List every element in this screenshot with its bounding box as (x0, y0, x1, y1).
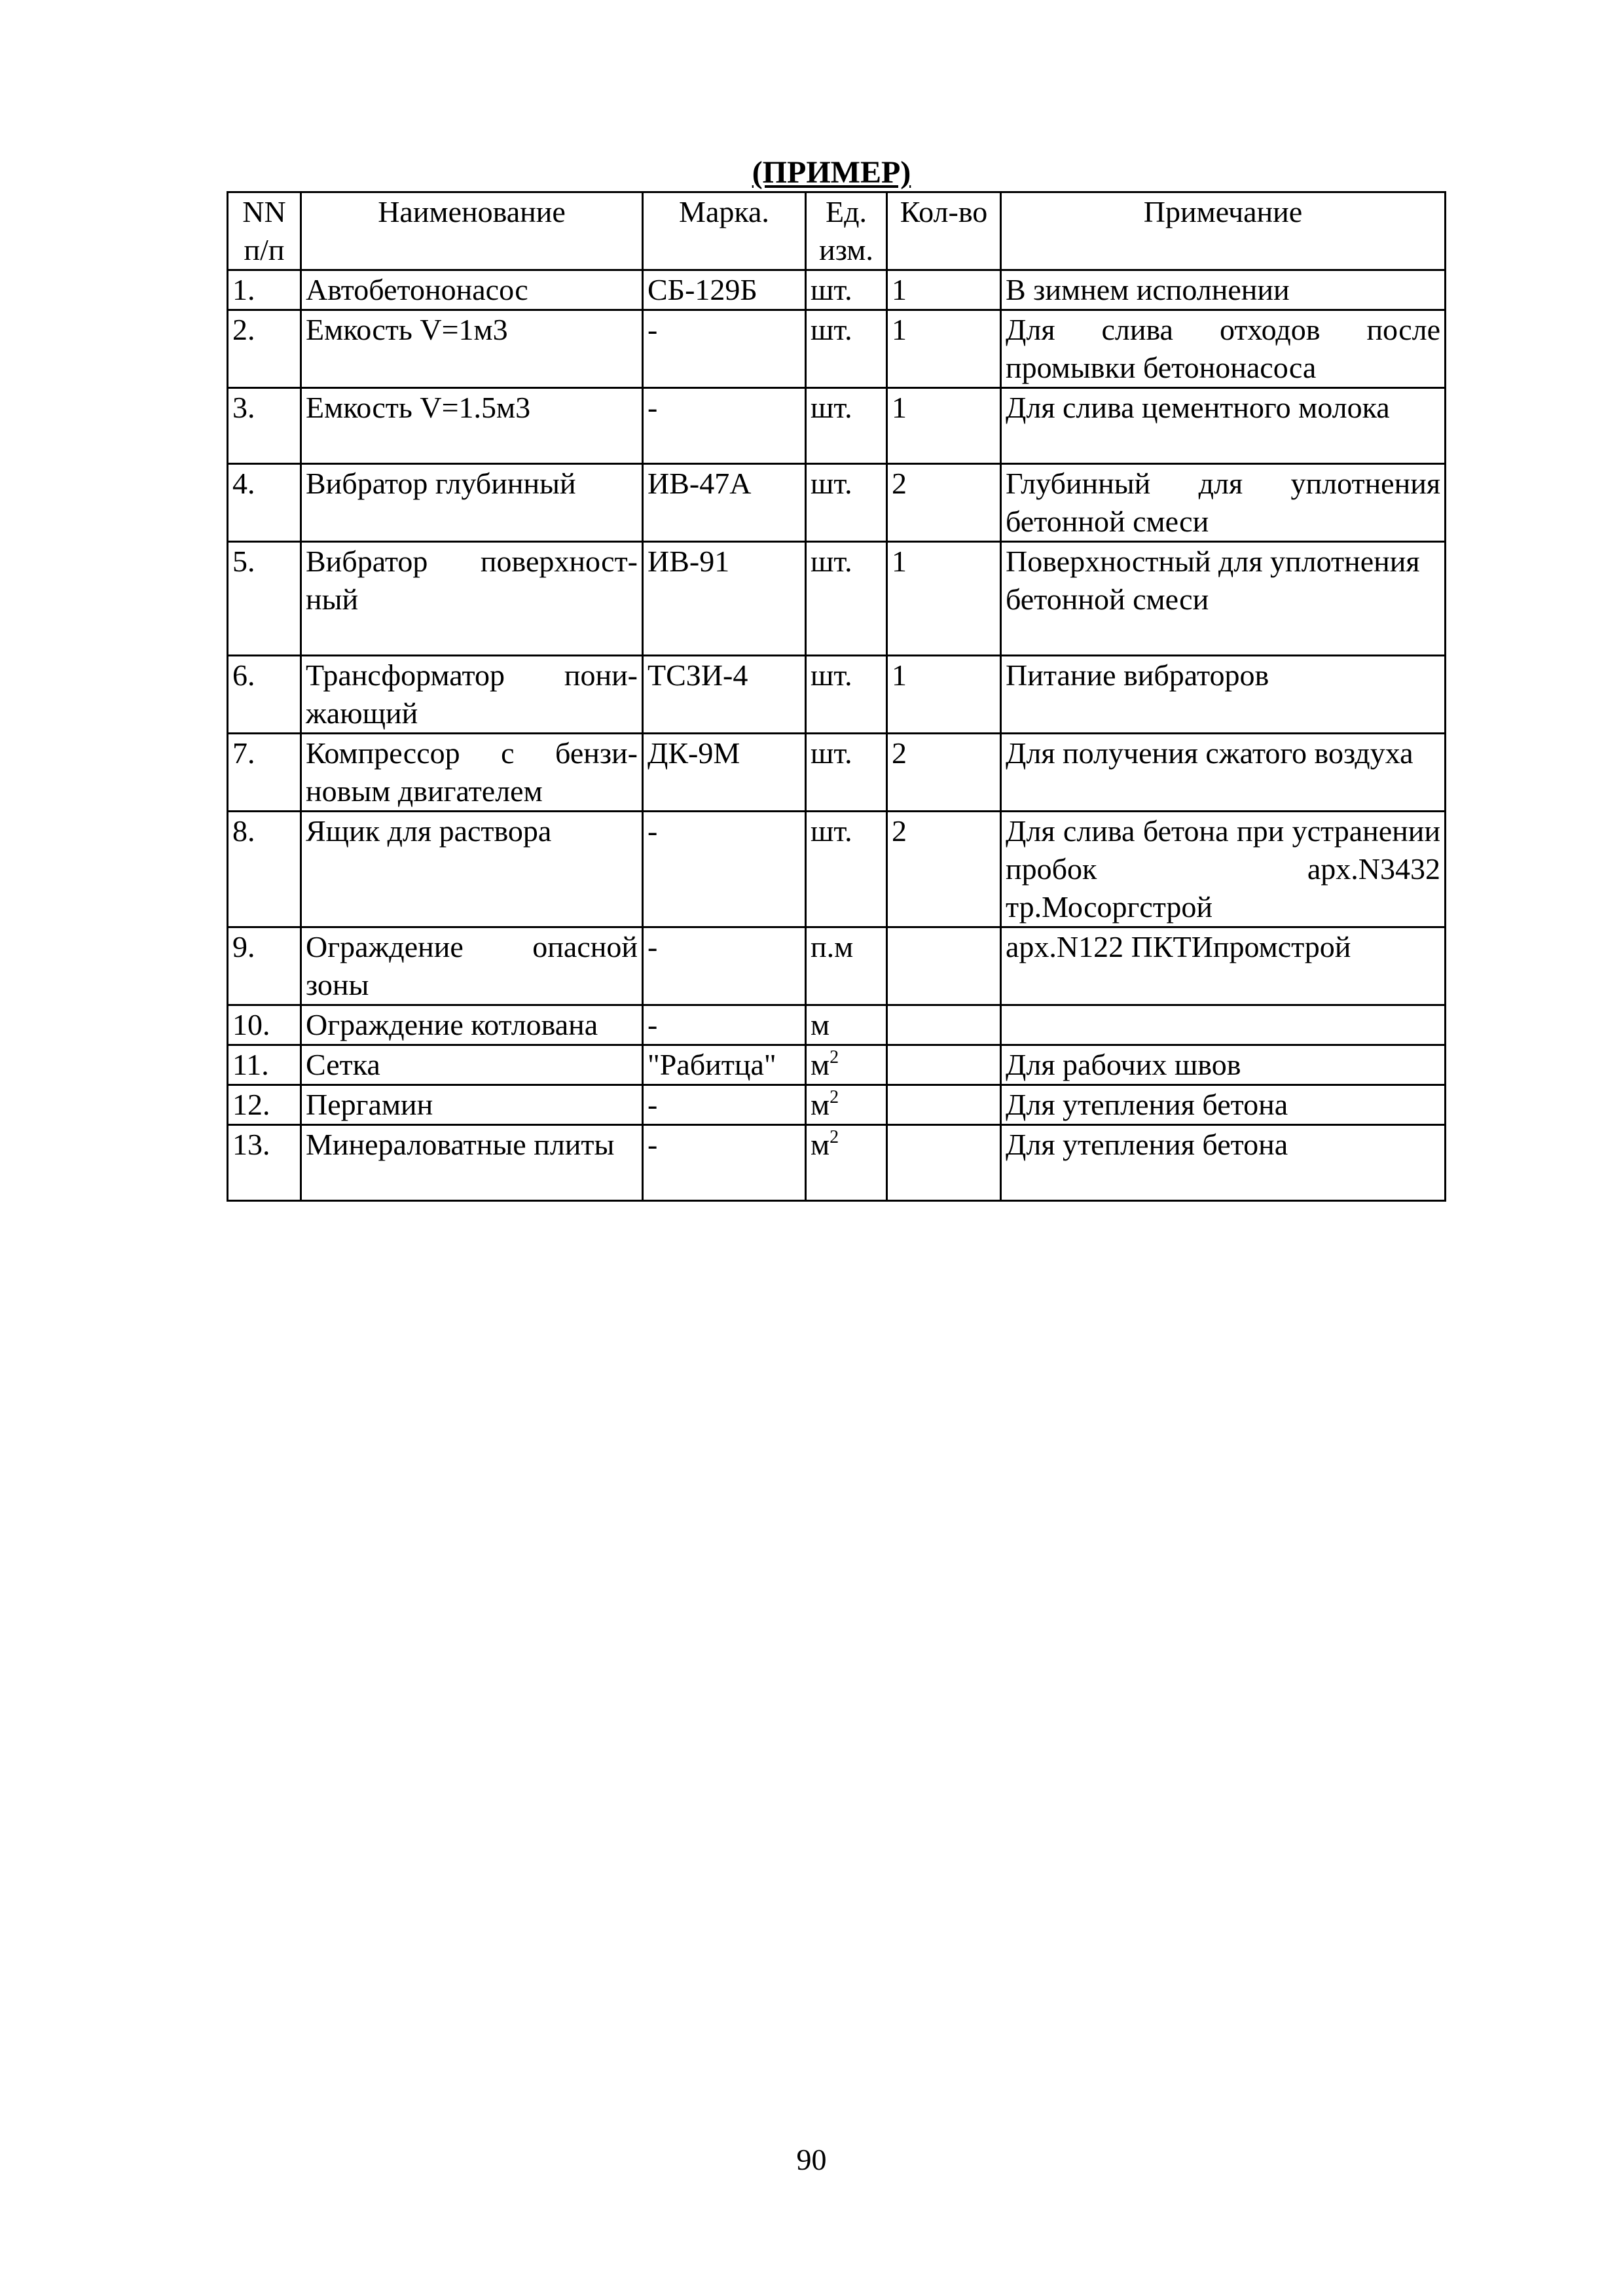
row-unit (806, 656, 887, 734)
row-note: Для утепления бетона (1001, 1125, 1446, 1201)
row-note: Для слива бетона при устранении пробок арх.N3432 тр.Мосоргстрой (1001, 812, 1446, 927)
row-unit (806, 1005, 887, 1045)
row-name: Ограждение опасной зоны (301, 927, 643, 1005)
row-note: Поверхностный для уплотнения бетонной смеси (1001, 542, 1446, 656)
row-brand: - (643, 1125, 806, 1201)
row-qty: 1 (887, 656, 1001, 734)
row-unit (806, 1085, 887, 1125)
row-qty (887, 1045, 1001, 1085)
table-row (228, 927, 1446, 1005)
row-unit-text: шт. (811, 313, 852, 346)
row-qty (887, 927, 1001, 1005)
row-brand: ДК-9М (643, 734, 806, 812)
row-name: Емкость V=1м3 (301, 310, 643, 388)
table-row (228, 310, 1446, 388)
row-num: 2. (228, 310, 301, 388)
row-unit-text: п.м (811, 930, 854, 963)
row-num: 7. (228, 734, 301, 812)
row-name: Вибратор глубинный (301, 464, 643, 542)
row-note: арх.N122 ПКТИпромстрой (1001, 927, 1446, 1005)
row-unit-text: м (811, 1088, 830, 1121)
row-num: 8. (228, 812, 301, 927)
row-num: 11. (228, 1045, 301, 1085)
header-name: Наименование (301, 192, 643, 270)
row-note: Для слива отходов после промывки бетононасоса (1001, 310, 1446, 388)
table-row (228, 464, 1446, 542)
row-name: Пергамин (301, 1085, 643, 1125)
row-note: Для утепления бетона (1001, 1085, 1446, 1125)
row-unit (806, 542, 887, 656)
row-qty: 2 (887, 812, 1001, 927)
row-unit (806, 464, 887, 542)
table-row (228, 1005, 1446, 1045)
row-unit (806, 734, 887, 812)
row-unit-text: шт. (811, 736, 852, 770)
row-name: Вибратор поверхност-ный (301, 542, 643, 656)
row-name: Минераловатные плиты (301, 1125, 643, 1201)
table-row (228, 1085, 1446, 1125)
row-unit (806, 270, 887, 310)
row-name: Компрессор с бензи-новым двигателем (301, 734, 643, 812)
row-unit (806, 1125, 887, 1201)
row-unit-text: шт. (811, 273, 852, 306)
row-note: В зимнем исполнении (1001, 270, 1446, 310)
table-row (228, 270, 1446, 310)
row-brand: - (643, 310, 806, 388)
row-brand: "Рабитца" (643, 1045, 806, 1085)
table-header-row (228, 192, 1446, 270)
row-brand: ИВ-91 (643, 542, 806, 656)
table-row (228, 734, 1446, 812)
row-brand: СБ-129Б (643, 270, 806, 310)
row-unit-sup: 2 (830, 1087, 839, 1107)
row-brand: - (643, 1085, 806, 1125)
row-num: 13. (228, 1125, 301, 1201)
row-num: 4. (228, 464, 301, 542)
row-unit (806, 310, 887, 388)
row-brand: - (643, 927, 806, 1005)
header-unit: Ед. изм. (806, 192, 887, 270)
header-note: Примечание (1001, 192, 1446, 270)
row-num: 12. (228, 1085, 301, 1125)
row-unit (806, 812, 887, 927)
row-note: Для слива цементного молока (1001, 388, 1446, 464)
row-unit-text: м (811, 1008, 830, 1041)
row-unit-text: м (811, 1048, 830, 1081)
table-row (228, 1125, 1446, 1201)
row-num: 5. (228, 542, 301, 656)
row-brand: - (643, 388, 806, 464)
row-brand: - (643, 1005, 806, 1045)
row-note: Питание вибраторов (1001, 656, 1446, 734)
row-name: Ящик для раствора (301, 812, 643, 927)
row-unit-text: шт. (811, 545, 852, 578)
table-row (228, 1045, 1446, 1085)
row-unit-text: м (811, 1128, 830, 1161)
row-unit (806, 1045, 887, 1085)
row-qty: 1 (887, 310, 1001, 388)
row-unit-text: шт. (811, 391, 852, 424)
row-brand: ИВ-47А (643, 464, 806, 542)
row-num: 1. (228, 270, 301, 310)
row-unit-sup: 2 (830, 1127, 839, 1147)
row-num: 9. (228, 927, 301, 1005)
row-name: Ограждение котлована (301, 1005, 643, 1045)
row-note: Для получения сжатого воздуха (1001, 734, 1446, 812)
equipment-table (227, 191, 1446, 1202)
table-row (228, 388, 1446, 464)
row-note (1001, 1005, 1446, 1045)
row-num: 3. (228, 388, 301, 464)
row-unit-sup: 2 (830, 1047, 839, 1067)
page-title: (ПРИМЕР) (752, 155, 911, 190)
row-qty: 1 (887, 388, 1001, 464)
row-unit-text: шт. (811, 467, 852, 500)
table-row (228, 542, 1446, 656)
row-unit (806, 927, 887, 1005)
row-qty: 2 (887, 734, 1001, 812)
row-name: Автобетононасос (301, 270, 643, 310)
row-unit (806, 388, 887, 464)
row-qty (887, 1005, 1001, 1045)
row-qty: 2 (887, 464, 1001, 542)
page-number: 90 (796, 2143, 827, 2176)
row-name: Трансформатор пони-жающий (301, 656, 643, 734)
row-unit-text: шт. (811, 658, 852, 692)
row-num: 10. (228, 1005, 301, 1045)
row-brand: - (643, 812, 806, 927)
row-qty (887, 1085, 1001, 1125)
row-num: 6. (228, 656, 301, 734)
row-brand: ТСЗИ-4 (643, 656, 806, 734)
row-note: Для рабочих швов (1001, 1045, 1446, 1085)
table-row (228, 812, 1446, 927)
header-brand: Марка. (643, 192, 806, 270)
row-qty: 1 (887, 270, 1001, 310)
header-qty: Кол-во (887, 192, 1001, 270)
row-qty (887, 1125, 1001, 1201)
row-unit-text: шт. (811, 814, 852, 848)
header-num: NN п/п (228, 192, 301, 270)
table-row (228, 656, 1446, 734)
row-name: Емкость V=1.5м3 (301, 388, 643, 464)
row-name: Сетка (301, 1045, 643, 1085)
row-qty: 1 (887, 542, 1001, 656)
row-note: Глубинный для уплотнения бетонной смеси (1001, 464, 1446, 542)
